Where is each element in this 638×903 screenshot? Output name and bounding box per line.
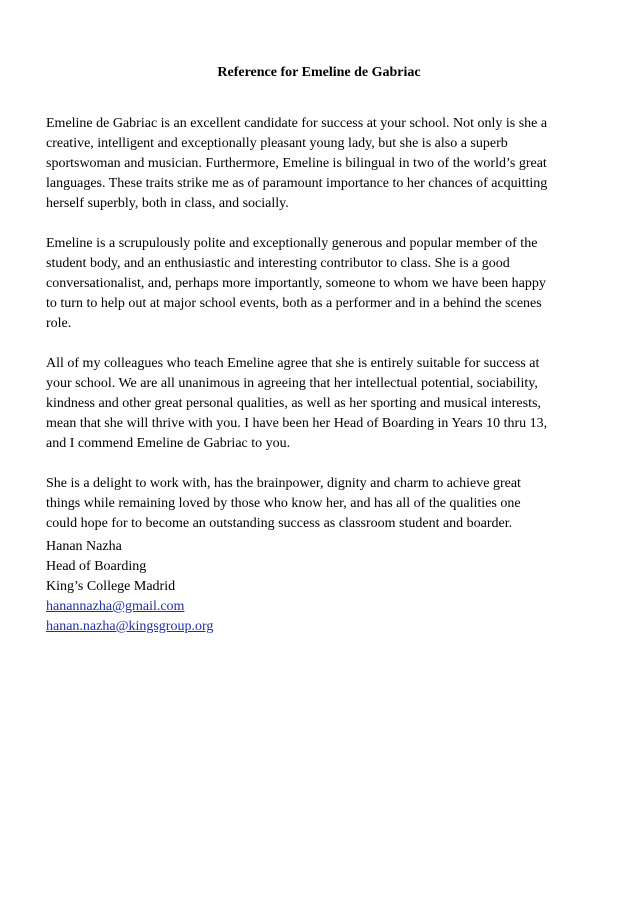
paragraph-line: herself superbly, both in class, and socially. xyxy=(46,196,289,211)
signatory-institution: King’s College Madrid xyxy=(46,579,176,594)
signatory-name: Hanan Nazha xyxy=(46,539,122,554)
paragraph-line: Emeline de Gabriac is an excellent candidate for success at your school. Not only is she a xyxy=(46,116,548,131)
paragraph-2 xyxy=(46,234,606,334)
paragraph-3 xyxy=(46,354,606,454)
signature-block xyxy=(46,537,213,637)
paragraph-line: kindness and other great personal qualities, as well as her sporting and musical interests, xyxy=(46,396,541,411)
paragraph-line: Emeline is a scrupulously polite and exceptionally generous and popular member of the xyxy=(46,236,538,251)
paragraph-line: sportswoman and musician. Furthermore, Emeline is bilingual in two of the world’s great xyxy=(46,156,547,171)
paragraph-4 xyxy=(46,474,606,534)
paragraph-line: your school. We are all unanimous in agreeing that her intellectual potential, sociability, xyxy=(46,376,538,391)
email-link-personal[interactable]: hanannazha@gmail.com xyxy=(46,599,185,614)
paragraph-line: languages. These traits strike me as of paramount importance to her chances of acquitting xyxy=(46,176,548,191)
paragraph-line: She is a delight to work with, has the brainpower, dignity and charm to achieve great xyxy=(46,476,521,491)
paragraph-line: and I commend Emeline de Gabriac to you. xyxy=(46,436,291,451)
email-link-work[interactable]: hanan.nazha@kingsgroup.org xyxy=(46,619,214,634)
paragraph-line: mean that she will thrive with you. I have been her Head of Boarding in Years 10 thru 13, xyxy=(46,416,548,431)
paragraph-line: All of my colleagues who teach Emeline agree that she is entirely suitable for success at xyxy=(46,356,540,371)
paragraph-1 xyxy=(46,114,606,214)
paragraph-line: conversationalist, and, perhaps more importantly, someone to whom we have been happy xyxy=(46,276,546,291)
signatory-role: Head of Boarding xyxy=(46,559,147,574)
paragraph-line: could hope for to become an outstanding success as classroom student and boarder. xyxy=(46,516,513,531)
paragraph-line: role. xyxy=(46,316,72,331)
paragraph-line: student body, and an enthusiastic and interesting contributor to class. She is a good xyxy=(46,256,510,271)
letter-body xyxy=(46,114,606,554)
paragraph-line: things while remaining loved by those who know her, and has all of the qualities one xyxy=(46,496,521,511)
paragraph-line: to turn to help out at major school events, both as a performer and in a behind the scenes xyxy=(46,296,542,311)
paragraph-line: creative, intelligent and exceptionally pleasant young lady, but she is also a superb xyxy=(46,136,508,151)
document-title: Reference for Emeline de Gabriac xyxy=(217,65,421,80)
